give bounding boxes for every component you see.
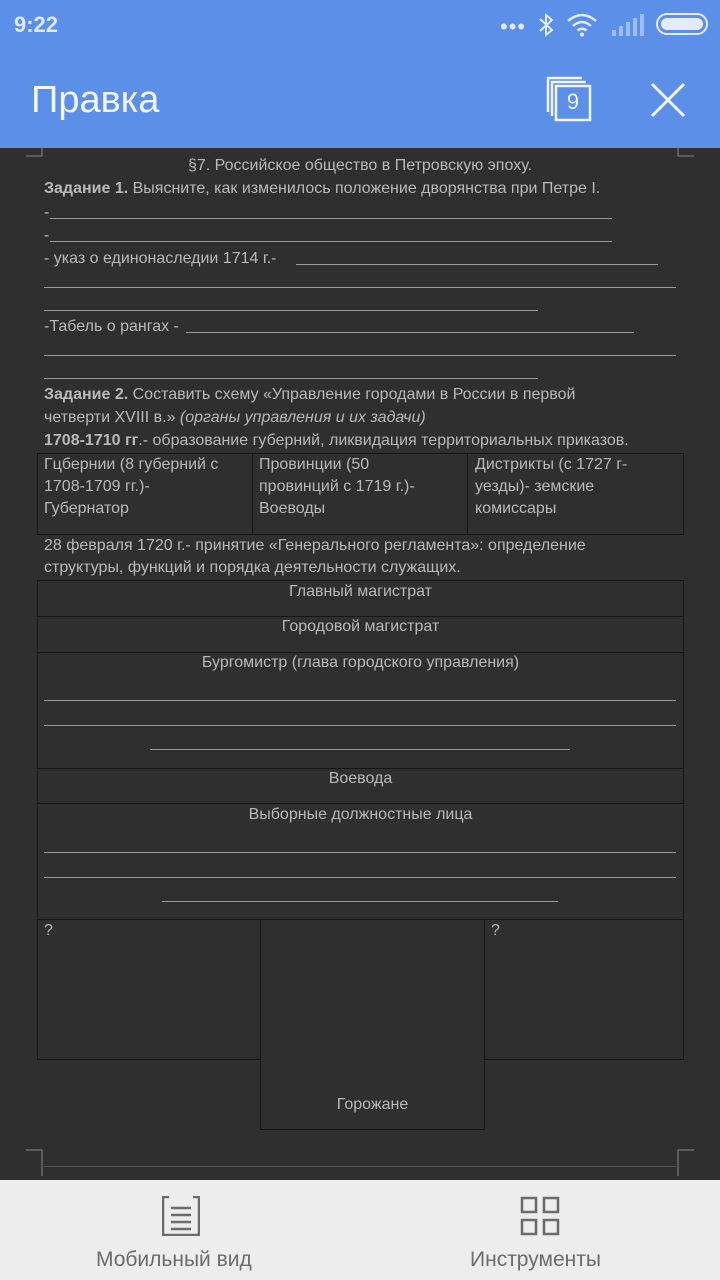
pages-button[interactable] — [544, 74, 594, 124]
task2-text-2: четверти XVIII в.» — [44, 409, 180, 426]
table-cell-districts-1: Дистрикты (с 1727 г- — [475, 456, 628, 473]
bluetooth-icon — [535, 12, 557, 38]
close-icon[interactable] — [646, 78, 690, 122]
task2-italic-note: (органы управления и их задачи) — [179, 409, 426, 426]
task1-table-of-ranks: -Табель о рангах - — [44, 318, 179, 335]
answer-line — [44, 287, 676, 288]
app-bar — [0, 50, 720, 148]
task1-dash-2: - — [44, 227, 50, 244]
document-heading: §7. Российское общество в Петровскую эпоху. — [187, 157, 533, 174]
table-divider — [252, 453, 253, 535]
page-corner-mark — [26, 1148, 44, 1176]
answer-line — [44, 310, 538, 311]
page-count: 9 — [566, 89, 580, 114]
scheme-main-magistrate: Главный магистрат — [289, 583, 432, 600]
task2-line-1 — [44, 384, 575, 406]
answer-line — [44, 378, 538, 379]
scheme-city-magistrate: Городовой магистрат — [281, 618, 440, 635]
answer-line — [186, 332, 634, 333]
task1-decree: - указ о единонаследии 1714 г.- — [44, 250, 277, 267]
mobile-view-button[interactable] — [60, 1180, 300, 1280]
task1-text: Выясните, как изменилось положение дворянства при Петре I. — [128, 180, 601, 197]
task2-years: 1708-1710 гг — [44, 432, 139, 449]
signal-icon — [610, 14, 644, 36]
scheme-unknown-right: ? — [491, 922, 500, 939]
scheme-townspeople: Горожане — [336, 1096, 409, 1113]
status-bar — [0, 0, 720, 50]
table-divider — [467, 453, 468, 535]
answer-line — [50, 241, 612, 242]
table-cell-provinces-2: провинций с 1719 г.)- — [259, 478, 415, 495]
task2-reform-line — [44, 430, 629, 452]
answer-line — [150, 749, 570, 750]
task2-reform: .- образование губерний, ликвидация территориальных приказов. — [138, 432, 629, 449]
answer-line — [44, 725, 676, 726]
task1-label: Задание 1. — [44, 180, 129, 197]
table-cell-gubernii-2: 1708-1709 гг.)- — [44, 478, 150, 495]
answer-line — [44, 700, 676, 701]
tools-label: Инструменты — [470, 1248, 601, 1271]
document-icon — [162, 1196, 200, 1236]
page-title: Правка — [31, 79, 160, 121]
answer-line — [44, 355, 676, 356]
scheme-unknown-left: ? — [44, 922, 53, 939]
answer-line — [296, 264, 658, 265]
table-cell-provinces-3: Воеводы — [259, 500, 326, 517]
table-cell-gubernii-3: Губернатор — [44, 500, 129, 517]
notification-dots: ••• — [500, 14, 527, 39]
mobile-view-label: Мобильный вид — [96, 1248, 252, 1271]
task2-label: Задание 2. — [44, 386, 129, 403]
scheme-block-left — [37, 919, 261, 1060]
table-cell-gubernii-1: Гцбернии (8 губерний с — [44, 456, 219, 473]
answer-line — [162, 901, 558, 902]
scheme-voevoda: Воевода — [328, 770, 393, 787]
answer-line — [50, 218, 612, 219]
table-cell-districts-3: комиссары — [475, 500, 557, 517]
status-time: 9:22 — [14, 12, 59, 37]
page-corner-mark — [676, 1148, 694, 1176]
table-cell-districts-2: уезды)- земские — [475, 478, 595, 495]
document-page[interactable] — [0, 148, 720, 1180]
bottom-toolbar — [0, 1180, 720, 1280]
scheme-block-right — [484, 919, 684, 1060]
regulation-line-2: структуры, функций и порядка деятельности служащих. — [44, 559, 461, 576]
page-separator — [44, 1166, 676, 1167]
answer-line — [44, 852, 676, 853]
battery-icon — [656, 13, 708, 35]
grid-icon — [520, 1196, 560, 1236]
tools-button[interactable] — [440, 1180, 660, 1280]
regulation-line-1: 28 февраля 1720 г.- принятие «Генерального регламента»: определение — [44, 537, 586, 554]
scheme-burgomaster: Бургомистр (глава городского управления) — [201, 654, 520, 671]
answer-line — [44, 877, 676, 878]
task1-dash-1: - — [44, 204, 50, 221]
scheme-elected-officials: Выборные должностные лица — [248, 806, 473, 823]
task1-line — [44, 178, 600, 200]
task2-line-2 — [44, 407, 426, 429]
wifi-icon — [566, 12, 598, 38]
table-cell-provinces-1: Провинции (50 — [259, 456, 370, 473]
task2-text: Составить схему «Управление городами в России в первой — [128, 386, 576, 403]
